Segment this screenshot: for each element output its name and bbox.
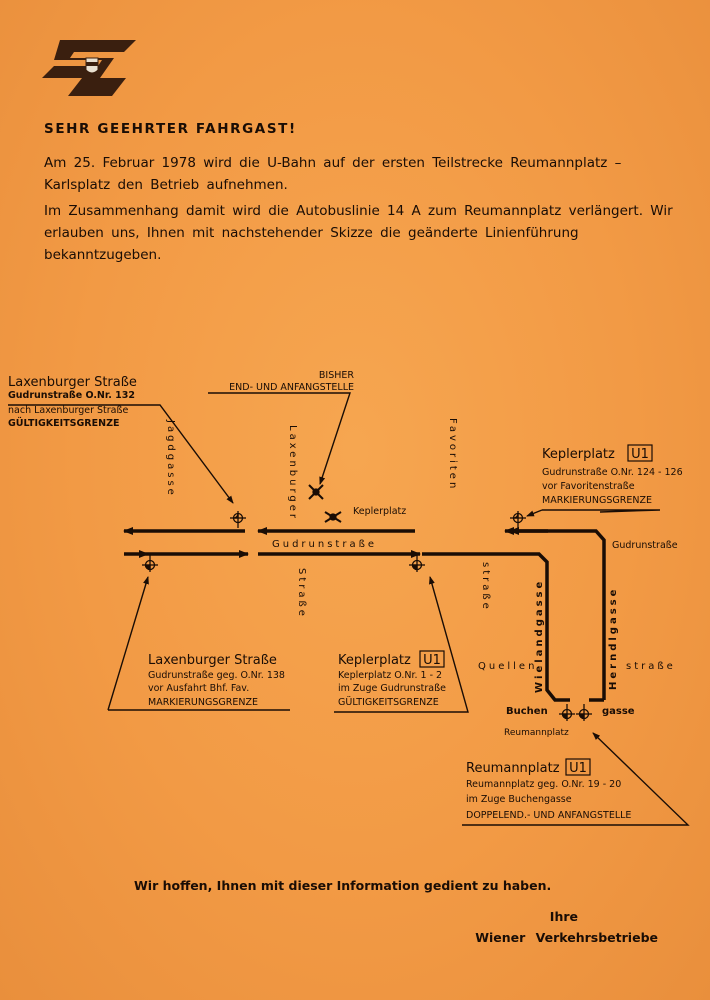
street-buchen: Buchen bbox=[506, 706, 548, 717]
street-reumannplatz: Reumannplatz bbox=[504, 728, 569, 738]
callout-laxenburger-top-line1: Gudrunstraße O.Nr. 132 bbox=[8, 390, 135, 401]
callout-keplerplatz-bottom-line2: im Zuge Gudrunstraße bbox=[338, 683, 446, 694]
stop-laxenburger-bottom bbox=[142, 555, 158, 572]
street-keplerplatz: Keplerplatz bbox=[353, 506, 407, 517]
route-change-paragraph: Im Zusammenhang damit wird die Autobuslinie 14 A zum Reumannplatz verlängert. Wir erlauben uns, Ihnen mit nachstehender Skizze die geänderte Linienführung bekanntzugeben. bbox=[44, 203, 673, 263]
street-favoriten-lower: straße bbox=[480, 562, 491, 612]
closing-ihre: Ihre bbox=[549, 909, 578, 924]
callout-laxenburger-bottom-line3: MARKIERUNGSGRENZE bbox=[148, 697, 258, 708]
callout-laxenburger-bottom-title: Laxenburger Straße bbox=[148, 653, 277, 668]
callout-reumannplatz-line3: DOPPELEND.- UND ANFANGSTELLE bbox=[466, 810, 632, 821]
old-terminus-marker bbox=[309, 485, 323, 499]
street-laxenburger-upper: Laxenburger bbox=[287, 425, 298, 522]
street-laxenburger-lower: Straße bbox=[296, 568, 307, 619]
callout-reumannplatz-title: Reumannplatz bbox=[466, 761, 560, 776]
callout-keplerplatz-bottom-line1: Keplerplatz O.Nr. 1 - 2 bbox=[338, 670, 443, 681]
callout-reumannplatz-line2: im Zuge Buchengasse bbox=[466, 794, 572, 805]
keplerplatz-marker bbox=[325, 512, 341, 522]
stop-keplerplatz-top bbox=[510, 511, 526, 528]
stop-reumannplatz-2 bbox=[576, 704, 592, 721]
closing-line: Wir hoffen, Ihnen mit dieser Information gedient zu haben. bbox=[134, 878, 552, 893]
callout-bisher-line1: BISHER bbox=[318, 370, 354, 381]
wiener-verkehrsbetriebe-logo bbox=[40, 38, 140, 98]
signature: Wiener Verkehrsbetriebe bbox=[475, 930, 658, 945]
stop-reumannplatz-1 bbox=[559, 704, 575, 721]
callout-keplerplatz-top-badge: U1 bbox=[631, 447, 649, 462]
salutation-heading: SEHR GEEHRTER FAHRGAST! bbox=[44, 121, 297, 137]
street-herndlgasse: Herndlgasse bbox=[608, 586, 619, 690]
callout-laxenburger-top-line3: GÜLTIGKEITSGRENZE bbox=[8, 418, 120, 429]
stop-keplerplatz-bottom bbox=[409, 555, 425, 572]
callout-keplerplatz-bottom-line3: GÜLTIGKEITSGRENZE bbox=[338, 697, 439, 708]
callout-keplerplatz-top-title: Keplerplatz bbox=[542, 447, 615, 462]
callout-keplerplatz-top-line2: vor Favoritenstraße bbox=[542, 481, 635, 492]
street-gudrunstrasse-center: Gudrunstraße bbox=[272, 539, 378, 550]
callout-laxenburger-top-line2: nach Laxenburger Straße bbox=[8, 405, 129, 416]
callout-reumannplatz-badge: U1 bbox=[569, 761, 587, 776]
street-buchengasse: gasse bbox=[602, 706, 635, 717]
callout-keplerplatz-bottom-badge: U1 bbox=[423, 653, 441, 668]
street-jagdgasse: Jagdgasse bbox=[165, 420, 176, 498]
callout-laxenburger-top-title: Laxenburger Straße bbox=[8, 375, 137, 390]
street-wielandgasse: Wielandgasse bbox=[534, 578, 545, 693]
callout-keplerplatz-top-line1: Gudrunstraße O.Nr. 124 - 126 bbox=[542, 467, 683, 478]
callout-laxenburger-bottom-line1: Gudrunstraße geg. O.Nr. 138 bbox=[148, 670, 285, 681]
street-quellen: Quellen bbox=[478, 661, 538, 672]
callout-keplerplatz-bottom-title: Keplerplatz bbox=[338, 653, 411, 668]
announcement-paragraph: Am 25. Februar 1978 wird die U-Bahn auf der ersten Teilstrecke Reumannplatz – Karlsplatz den Betrieb aufnehmen. bbox=[44, 155, 622, 193]
street-favoriten-upper: Favoriten bbox=[447, 418, 458, 492]
callout-keplerplatz-top-line3: MARKIERUNGSGRENZE bbox=[542, 495, 652, 506]
street-gudrunstrasse-right: Gudrunstraße bbox=[612, 540, 678, 551]
stop-laxenburger-top bbox=[230, 511, 246, 528]
street-quellenstrasse: straße bbox=[626, 661, 676, 672]
callout-laxenburger-bottom-line2: vor Ausfahrt Bhf. Fav. bbox=[148, 683, 250, 694]
callout-bisher-line2: END- UND ANFANGSTELLE bbox=[229, 382, 354, 393]
route-sketch-map bbox=[0, 330, 710, 850]
callout-reumannplatz-line1: Reumannplatz geg. O.Nr. 19 - 20 bbox=[466, 779, 622, 790]
